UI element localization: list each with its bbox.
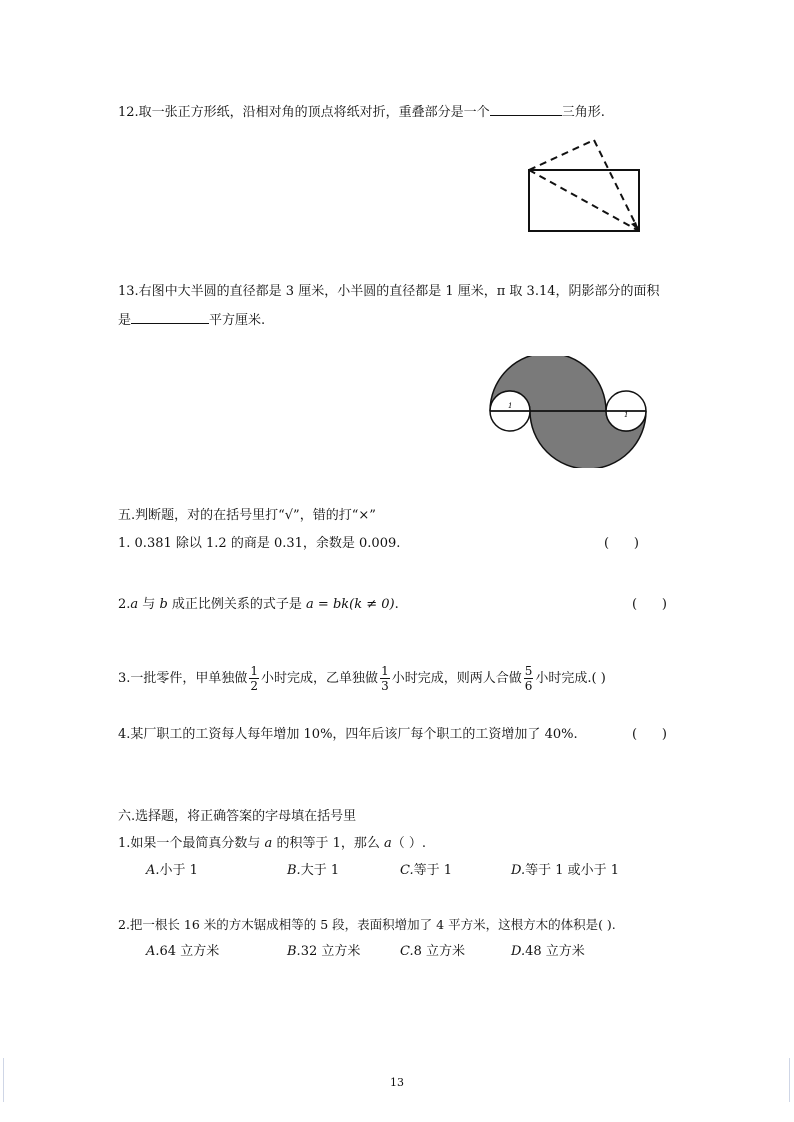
q13-text-end: 平方厘米. [209, 313, 266, 328]
s5-q2-number: 2. [118, 597, 131, 612]
small-circle-label-right: 1 [624, 411, 629, 419]
s5-q2-formula: a = bk(k ≠ 0) [306, 597, 395, 612]
s5-q2-answer-paren[interactable]: ( ) [632, 597, 667, 612]
s6-q2-option-d[interactable]: D.48 立方米 [511, 944, 585, 959]
fraction-five-sixths: $\frac{5}{6}$ [524, 664, 533, 693]
fraction-one-half: $\frac{1}{2}$ [250, 664, 259, 693]
s6-q1-text: 1.如果一个最简真分数与 [118, 836, 265, 851]
s5-q3-line [118, 664, 606, 693]
s6-q1-answer-paren[interactable]: （ ）. [391, 836, 427, 851]
s5-q3-part4: 小时完成. [535, 671, 592, 686]
q12-text-end: 三角形. [561, 105, 605, 120]
s6-q2-option-a[interactable]: A.64 立方米 [146, 944, 220, 959]
s5-q2-line [118, 596, 399, 614]
s6-q2-option-b[interactable]: B.32 立方米 [287, 944, 361, 959]
fraction-one-third: $\frac{1}{3}$ [381, 664, 389, 693]
semicircle-shaded-figure [486, 356, 652, 468]
s6-q1-option-c[interactable]: C.等于 1 [400, 863, 453, 878]
s6-q2-text: 2.把一根长 16 米的方木锯成相等的 5 段，表面积增加了 4 平方米，这根方木的体积是( ). [118, 917, 616, 932]
s6-q1-mid: 的积等于 1，那么 [272, 836, 384, 851]
s5-q3-part2: 小时完成，乙单独做 [261, 671, 379, 686]
q13-text-start: 是 [118, 313, 132, 328]
q13-line1: 13.右图中大半圆的直径都是 3 厘米，小半圆的直径都是 1 厘米，π 取 3.14，阴影部分的面积 [118, 284, 660, 299]
folded-paper-figure [524, 136, 646, 236]
q13-answer-blank[interactable] [131, 310, 209, 324]
var-a: a [264, 836, 273, 851]
s6-q1-option-b[interactable]: B.大于 1 [287, 863, 340, 878]
q13-line2 [118, 310, 265, 330]
s6-q1-option-a[interactable]: A.小于 1 [146, 863, 198, 878]
page-number: 13 [390, 1076, 404, 1089]
section6-title: 六.选择题，将正确答案的字母填在括号里 [118, 809, 357, 824]
s6-q2-option-c[interactable]: C.8 立方米 [400, 944, 466, 959]
s5-q3-part3: 小时完成，则两人合做 [391, 671, 522, 686]
s5-q1-answer-paren[interactable]: ( ) [604, 536, 639, 551]
s5-q2-mid: 与 [138, 597, 160, 612]
s5-q4-text: 4.某厂职工的工资每人每年增加 10%，四年后该厂每个职工的工资增加了 40%. [118, 727, 578, 742]
s5-q1-text: 1. 0.381 除以 1.2 的商是 0.31，余数是 0.009. [118, 536, 401, 551]
page-edge-mark-left [3, 1058, 4, 1102]
s6-q1-option-d[interactable]: D.等于 1 或小于 1 [511, 863, 620, 878]
var-b: b [159, 597, 168, 612]
s5-q2-end: . [394, 597, 399, 612]
page-edge-mark-right [789, 1058, 790, 1102]
small-circle-label-left: 1 [508, 402, 513, 410]
q12-text: 12.取一张正方形纸，沿相对角的顶点将纸对折，重叠部分是一个 [118, 105, 490, 120]
section5-title: 五.判断题，对的在括号里打“√”，错的打“×” [118, 508, 376, 523]
s6-q1-line [118, 835, 426, 853]
q12-answer-blank[interactable] [490, 102, 562, 116]
s5-q3-answer-paren[interactable]: ( ) [591, 671, 606, 686]
s5-q3-part1: 3.一批零件，甲单独做 [118, 671, 248, 686]
q12-line [118, 102, 605, 122]
var-a: a [130, 597, 139, 612]
s5-q4-answer-paren[interactable]: ( ) [632, 727, 667, 742]
s5-q2-text: 成正比例关系的式子是 [167, 597, 307, 612]
var-a: a [383, 836, 392, 851]
